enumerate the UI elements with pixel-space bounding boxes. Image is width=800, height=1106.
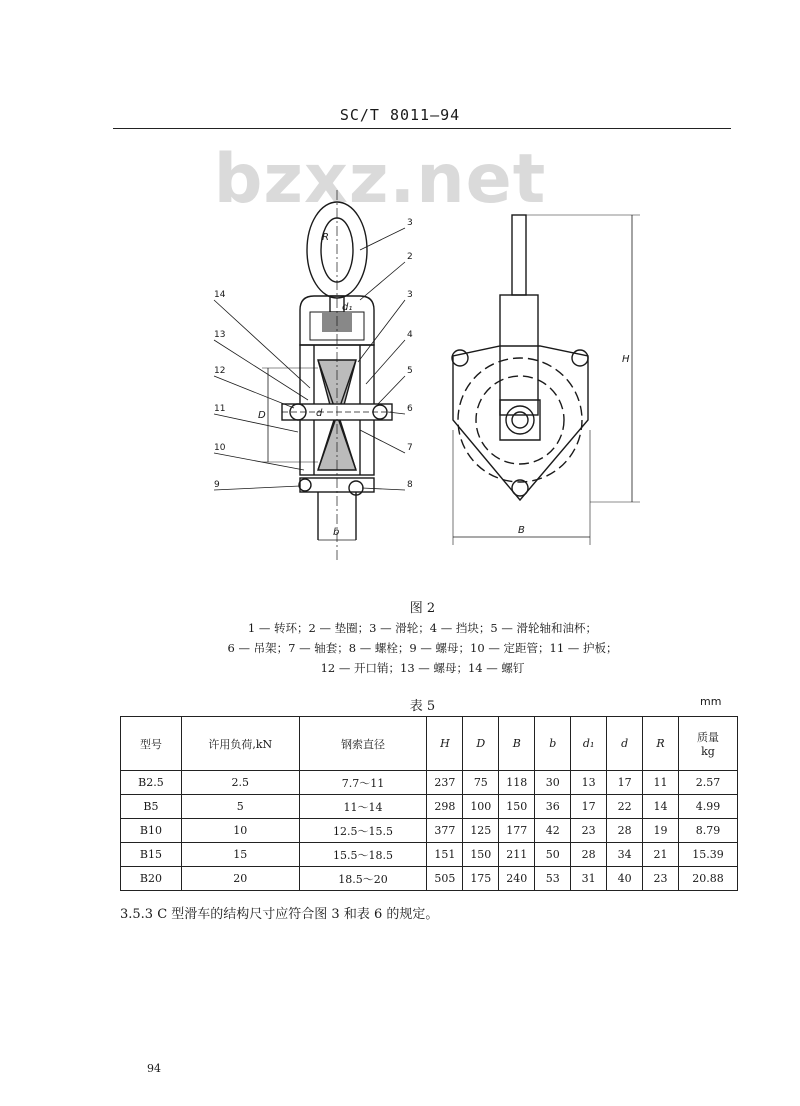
table-cell: 505 [427, 867, 463, 891]
table-cell: 8.79 [679, 819, 738, 843]
table-cell: 23 [643, 867, 679, 891]
page-header: SC/T 8011—94 [339, 106, 461, 124]
col-header: 钢索直径 [299, 717, 427, 771]
table-row [121, 843, 738, 867]
table-header-row [121, 717, 738, 771]
table-cell: 28 [571, 843, 607, 867]
dim-D: D [258, 410, 266, 421]
table-cell: 150 [463, 843, 499, 867]
table-cell: 12.5～15.5 [299, 819, 427, 843]
col-header: B [499, 717, 535, 771]
callout-right-2: 2 [407, 252, 413, 262]
col-header: 质量 kg [679, 717, 738, 771]
col-header: d₁ [571, 717, 607, 771]
table-unit: mm [700, 695, 722, 708]
table-cell: 18.5～20 [299, 867, 427, 891]
table-cell: 36 [535, 795, 571, 819]
table-cell: 240 [499, 867, 535, 891]
col-header: 型号 [121, 717, 182, 771]
table-cell: 17 [571, 795, 607, 819]
table-cell: 53 [535, 867, 571, 891]
table-cell: B10 [121, 819, 182, 843]
table-cell: 31 [571, 867, 607, 891]
table-cell: 2.5 [181, 771, 299, 795]
figure-legend-line-3: 12 — 开口销；13 — 螺母；14 — 螺钉 [320, 661, 525, 675]
table-cell: 34 [607, 843, 643, 867]
table-cell: 175 [463, 867, 499, 891]
dim-d1: d₁ [342, 302, 353, 313]
figure-legend-line-2: 6 — 吊架；7 — 轴套；8 — 螺栓；9 — 螺母；10 — 定距管；11 — 护板； [227, 641, 618, 655]
table-title: 表 5 [409, 699, 436, 714]
table-cell: 100 [463, 795, 499, 819]
table-cell: 13 [571, 771, 607, 795]
callout-left-2: 13 [214, 330, 226, 340]
callout-left-1: 14 [214, 290, 226, 300]
table-cell: 15 [181, 843, 299, 867]
col-header: 许用负荷,kN [181, 717, 299, 771]
table-cell: 10 [181, 819, 299, 843]
table-cell: 4.99 [679, 795, 738, 819]
figure-legend-line-1: 1 — 转环；2 — 垫圈；3 — 滑轮；4 — 挡块；5 — 滑轮轴和油杯； [247, 621, 598, 635]
callout-right-7: 7 [407, 443, 413, 453]
table-cell: 28 [607, 819, 643, 843]
table-cell: 177 [499, 819, 535, 843]
table-cell: 42 [535, 819, 571, 843]
table-cell: 2.57 [679, 771, 738, 795]
table-cell: 50 [535, 843, 571, 867]
col-header: d [607, 717, 643, 771]
callout-right-3: 3 [407, 290, 413, 300]
table-row [121, 819, 738, 843]
table-cell: 15.5～18.5 [299, 843, 427, 867]
table-cell: 21 [643, 843, 679, 867]
table-cell: 377 [427, 819, 463, 843]
table-cell: 19 [643, 819, 679, 843]
table-row [121, 771, 738, 795]
table-cell: 7.7～11 [299, 771, 427, 795]
callout-left-5: 10 [214, 443, 226, 453]
callout-right-8: 8 [407, 480, 413, 490]
table-cell: 14 [643, 795, 679, 819]
table-cell: 211 [499, 843, 535, 867]
dim-d: d [316, 408, 323, 419]
table-cell: 22 [607, 795, 643, 819]
table-cell: 75 [463, 771, 499, 795]
watermark: bzxz.net [213, 140, 547, 219]
table-cell: 237 [427, 771, 463, 795]
col-header: H [427, 717, 463, 771]
table-cell: 20.88 [679, 867, 738, 891]
spec-table [120, 716, 738, 891]
callout-left-6: 9 [214, 480, 220, 490]
callout-left-4: 11 [214, 404, 226, 414]
page-number: 94 [147, 1062, 161, 1075]
callout-right-1: 3 [407, 218, 413, 228]
dim-b: b [333, 527, 340, 538]
table-cell: 17 [607, 771, 643, 795]
col-header: R [643, 717, 679, 771]
table-cell: 40 [607, 867, 643, 891]
callout-right-5: 5 [407, 366, 413, 376]
callout-right-4: 4 [407, 330, 413, 340]
table-cell: 15.39 [679, 843, 738, 867]
table-cell: B20 [121, 867, 182, 891]
col-header: D [463, 717, 499, 771]
table-cell: 5 [181, 795, 299, 819]
table-cell: 30 [535, 771, 571, 795]
table-row [121, 795, 738, 819]
table-row [121, 867, 738, 891]
figure-caption: 图 2 [409, 601, 436, 616]
clause-3-5-3: 3.5.3 C 型滑车的结构尺寸应符合图 3 和表 6 的规定。 [120, 907, 439, 922]
table-cell: 151 [427, 843, 463, 867]
dim-R: R [322, 232, 329, 243]
callout-left-3: 12 [214, 366, 226, 376]
table-cell: 23 [571, 819, 607, 843]
table-cell: 11～14 [299, 795, 427, 819]
callout-right-6: 6 [407, 404, 413, 414]
table-cell: B5 [121, 795, 182, 819]
table-cell: 298 [427, 795, 463, 819]
table-cell: 20 [181, 867, 299, 891]
table-cell: 11 [643, 771, 679, 795]
table-cell: 118 [499, 771, 535, 795]
table-cell: B2.5 [121, 771, 182, 795]
dim-H: H [622, 354, 630, 365]
table-cell: 150 [499, 795, 535, 819]
table-cell: 125 [463, 819, 499, 843]
dim-B: B [518, 525, 525, 536]
col-header: b [535, 717, 571, 771]
table-cell: B15 [121, 843, 182, 867]
